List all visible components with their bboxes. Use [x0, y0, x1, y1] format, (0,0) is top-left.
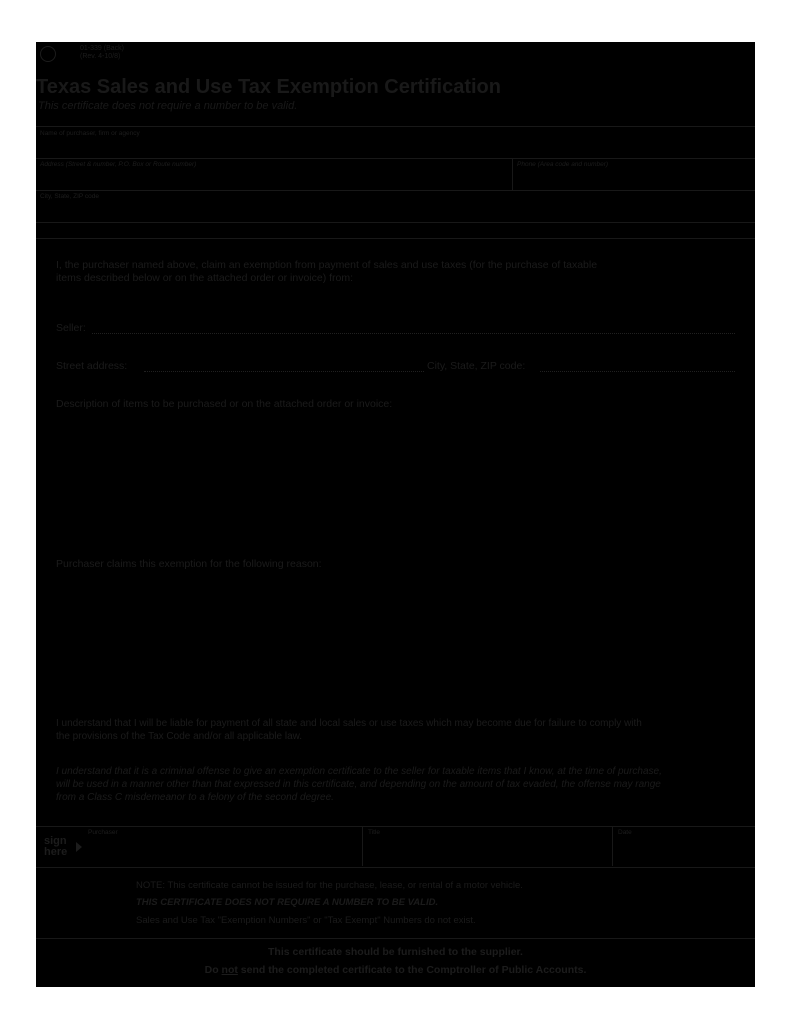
arrow-right-icon	[76, 842, 82, 852]
sign-here-marker: sign here	[44, 835, 68, 858]
seller-city-field[interactable]	[540, 370, 735, 372]
date-label: Date	[618, 829, 632, 836]
footer-do-not-send-note	[36, 964, 755, 976]
divider	[36, 190, 755, 191]
city-label: City, State, ZIP code	[40, 193, 100, 200]
divider	[36, 867, 755, 868]
criminal-line: from a Class C misdemeanor to a felony of the second degree.	[56, 792, 334, 803]
date-field[interactable]	[616, 838, 751, 864]
seller-label: Seller:	[56, 322, 86, 334]
divider	[36, 158, 755, 159]
purchaser-signature-field[interactable]	[86, 838, 360, 864]
claim-line: items described below or on the attached order or invoice) from:	[56, 272, 354, 284]
footer-text: Do	[204, 964, 222, 976]
divider	[612, 826, 613, 866]
criminal-line: will be used in a manner other than that expressed in this certificate, and depending on the amount of tax evaded, the offense may range	[56, 779, 661, 790]
title-label: Title	[368, 829, 381, 836]
city-field[interactable]	[36, 202, 755, 220]
seller-city-label: City, State, ZIP code:	[427, 360, 526, 372]
reason-label: Purchaser claims this exemption for the following reason:	[56, 558, 322, 570]
claim-statement	[56, 259, 746, 285]
name-field[interactable]	[36, 138, 755, 158]
divider	[36, 826, 755, 827]
divider	[36, 126, 755, 127]
title-field[interactable]	[366, 838, 610, 864]
footer-not-emphasis: not	[221, 964, 238, 976]
liability-line: the provisions of the Tax Code and/or all applicable law.	[56, 731, 303, 742]
liability-statement	[56, 717, 751, 743]
phone-field[interactable]	[513, 170, 755, 188]
texas-seal-icon	[40, 46, 56, 62]
form-revision: (Rev. 4-10/8)	[80, 53, 121, 60]
address-field[interactable]	[36, 170, 510, 188]
criminal-line: I understand that it is a criminal offense to give an exemption certificate to the seller for taxable items that I know, at the time of purchase,	[56, 766, 662, 777]
claim-line: I, the purchaser named above, claim an exemption from payment of sales and use taxes (for the purchase of taxable	[56, 259, 598, 271]
divider	[36, 938, 755, 939]
footer-text: send the completed certificate to the Comptroller of Public Accounts.	[237, 964, 587, 976]
form-title: Texas Sales and Use Tax Exemption Certification	[36, 76, 501, 98]
certificate-page	[36, 42, 755, 987]
street-address-field[interactable]	[144, 370, 424, 372]
description-label: Description of items to be purchased or on the attached order or invoice:	[56, 398, 393, 410]
seller-field[interactable]	[92, 332, 735, 334]
street-address-label: Street address:	[56, 360, 128, 372]
description-field[interactable]	[56, 414, 736, 554]
note-exemption-numbers: Sales and Use Tax "Exemption Numbers" or "Tax Exempt" Numbers do not exist.	[136, 915, 476, 926]
form-subtitle: This certificate does not require a number to be valid.	[38, 100, 298, 112]
purchaser-label: Purchaser	[88, 829, 118, 836]
name-label: Name of purchaser, firm or agency	[40, 130, 140, 137]
reason-field[interactable]	[56, 574, 736, 704]
footer-furnish-note: This certificate should be furnished to the supplier.	[268, 946, 523, 958]
form-number-block	[80, 45, 124, 61]
divider	[362, 826, 363, 866]
divider	[36, 238, 755, 239]
phone-label: Phone (Area code and number)	[517, 161, 609, 168]
note-no-number: THIS CERTIFICATE DOES NOT REQUIRE A NUMBER TO BE VALID.	[136, 897, 439, 908]
liability-line: I understand that I will be liable for payment of all state and local sales or use taxes which may become due for failure to comply with	[56, 718, 642, 729]
criminal-offense-statement	[56, 765, 751, 804]
divider	[36, 222, 755, 223]
note-motor-vehicle: NOTE: This certificate cannot be issued for the purchase, lease, or rental of a motor vehicle.	[136, 880, 523, 891]
form-number: 01-339 (Back)	[80, 45, 124, 52]
address-label: Address (Street & number, P.O. Box or Route number)	[40, 161, 197, 168]
